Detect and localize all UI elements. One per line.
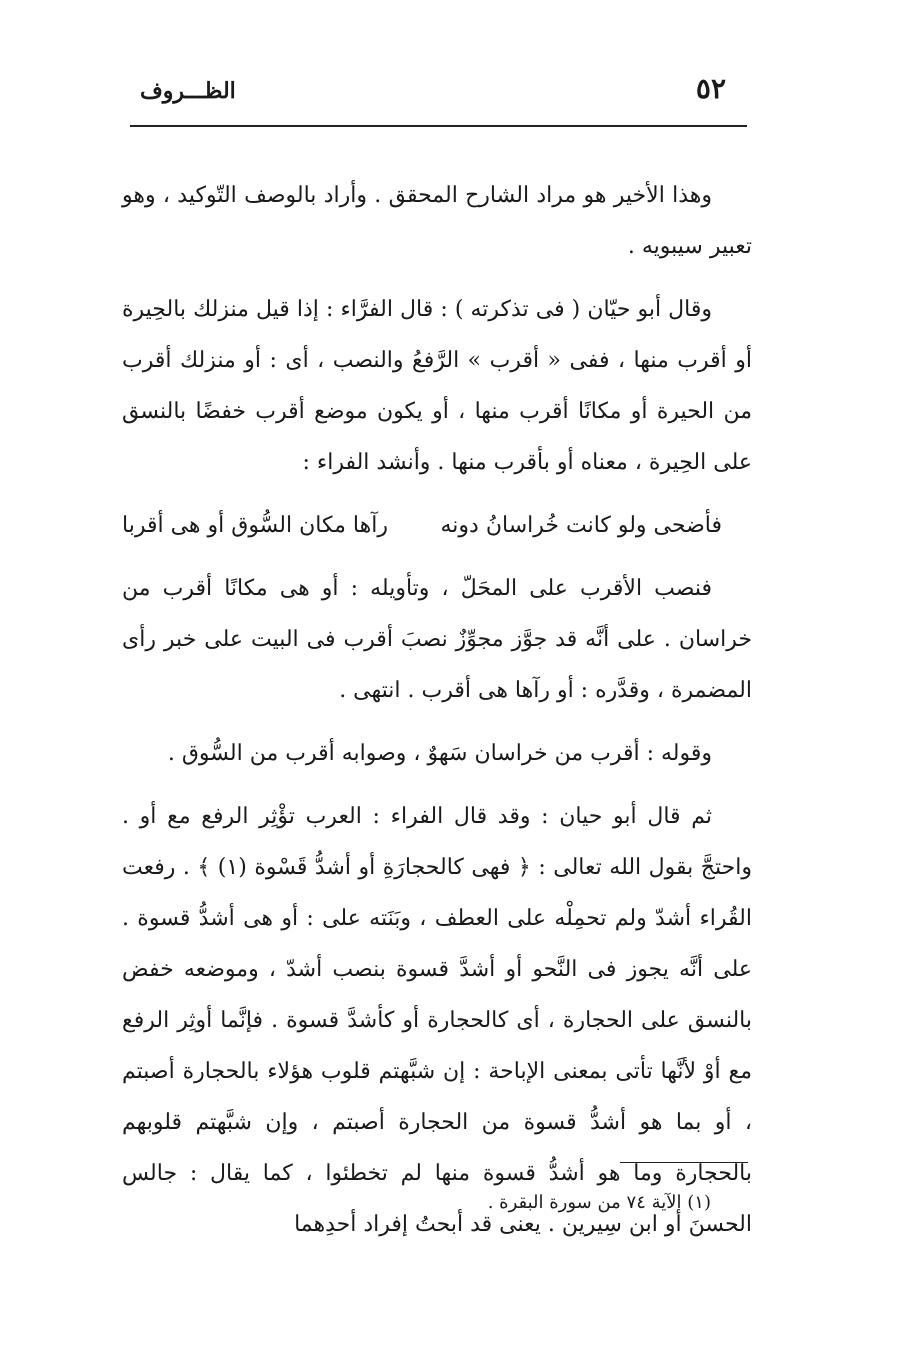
poetry-verse [122, 500, 752, 551]
paragraph-3: فنصب الأقرب على المحَلّ ، وتأويله : أو هى مكانًا أقرب من خراسان . على أنَّه قد جوَّز مجوِّزٌ نصبَ أقرب فى البيت على خبر رأى المضمرة ، وقدَّره : أو رآها هى أقرب . انتهى . [122, 576, 752, 703]
verse-second-hemistich: رآها مكان السُّوق أو هى أقربا [122, 513, 388, 538]
header-divider [130, 125, 747, 127]
main-text [122, 170, 752, 1262]
paragraph-5: ثم قال أبو حيان : وقد قال الفراء : العرب تؤْثِر الرفع مع أو . واحتجَّ بقول الله تعالى : ﴿ فهى كالحجارَةِ أو أشدُّ قَسْوة (١) ﴾ . رفعت القُراء أشدّ ولم تحمِلْه على العطف ، وبَنَته على : أو هى أشدُّ قسوة . على أنَّه يجوز فى النَّحو أو أشدَّ قسوة بنصب أشدّ ، وموضعه خفض بالنسق على الحجارة ، أى كالحجارة أو كأشدَّ قسوة . فإنَّما أوثِر الرفع مع أوْ لأنَّها تأتى بمعنى الإباحة : إن شبَّهتم قلوب هؤلاء بالحجارة أصبتم ، أو بما هو أشدُّ قسوة من الحجارة أصبتم ، وإن شبَّهتم قلوبهم بالحجارة وما هو أشدُّ قسوة منها لم تخطئوا ، كما يقال : جالس الحسنَ أو ابن سِيرين . يعنى قد أبحتُ إفراد أحدِهما [122, 804, 752, 1237]
verse-first-hemistich: فأضحى ولو كانت خُراسانُ دونه [440, 513, 722, 538]
page-number: ٥٢ [695, 72, 726, 105]
paragraph-4: وقوله : أقرب من خراسان سَهوٌ ، وصوابه أقرب من السُّوق . [167, 741, 712, 766]
footnote-divider [620, 1162, 748, 1163]
paragraph-2: وقال أبو حيّان ( فى تذكرته ) : قال الفرَّاء : إذا قيل منزلك بالحِيرة أو أقرب منها ، ففى « أقرب » الرَّفعُ والنصب ، أى : أو منزلك أقرب من الحيرة أو مكانًا أقرب منها ، أو يكون موضع أقرب خفضًا بالنسق على الحِيرة ، معناه أو بأقرب منها . وأنشد الفراء : [122, 297, 752, 475]
running-title: الظـــروف [140, 78, 236, 104]
footnote: (١) الآية ٧٤ من سورة البقرة . [487, 1192, 711, 1213]
paragraph-1: وهذا الأخير هو مراد الشارح المحقق . وأراد بالوصف التّوكيد ، وهو تعبير سيبويه . [122, 183, 752, 259]
